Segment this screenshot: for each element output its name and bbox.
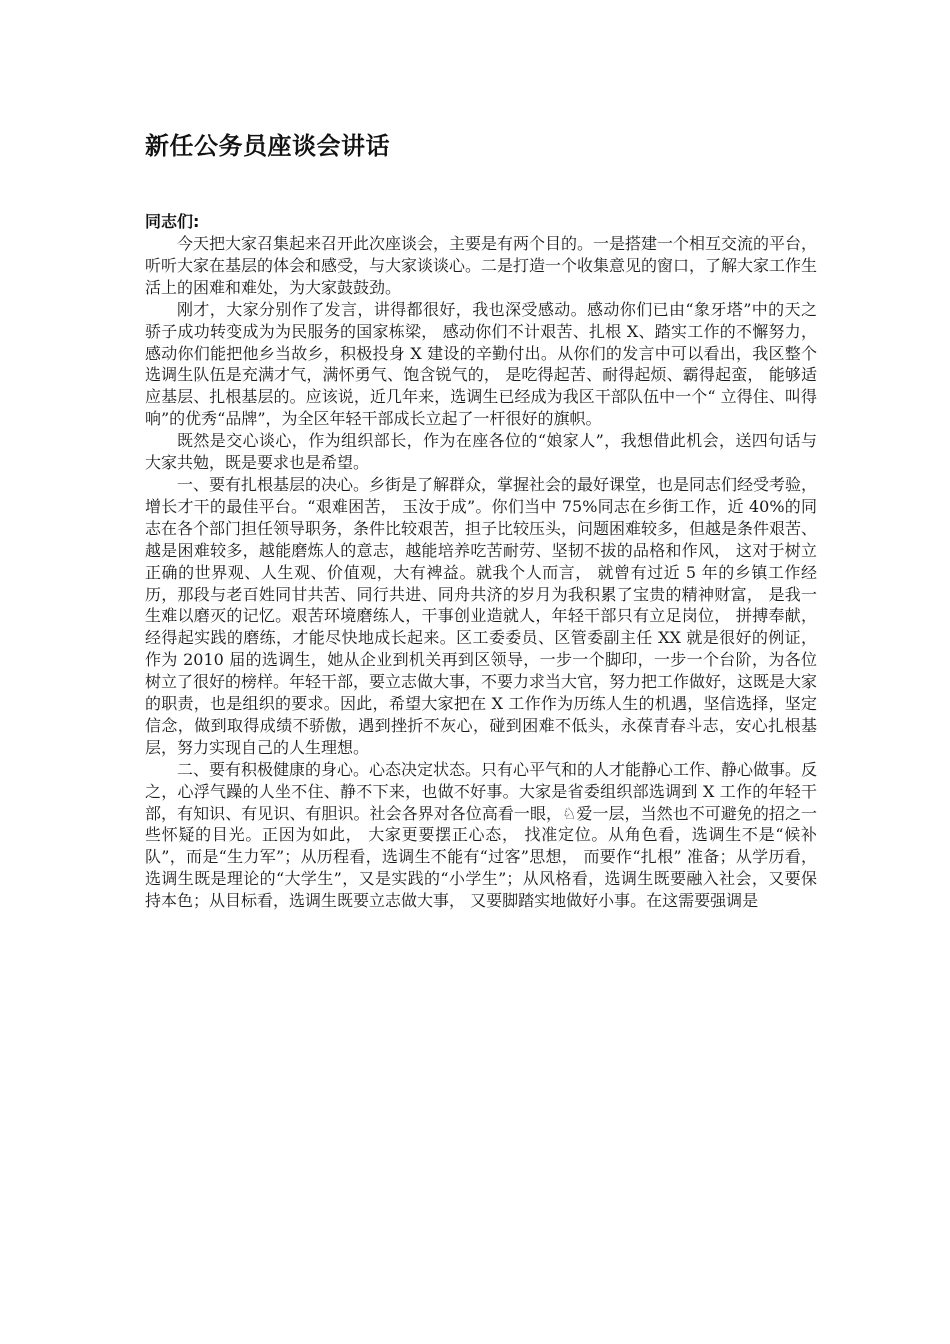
paragraph-impressions: 刚才，大家分别作了发言，讲得都很好，我也深受感动。感动你们已由“象牙塔”中的天之骄子成功转变成为为民服务的国家栋梁， 感动你们不计艰苦、扎根 X、踏实工作的不懈努力，感动你们能把他乡当故乡，积极投身 X 建设的辛勤付出。从你们的发言中可以看出，我区整个选调生队伍是充满才气，满怀勇气、饱含锐气的， 是吃得起苦、耐得起烦、霸得起蛮， 能够适应基层、扎根基层的。应该说，近几年来，选调生已经成为我区干部队伍中一个“ 立得住、叫得响”的优秀“品牌”，为全区年轻干部成长立起了一杆很好的旗帜。 <box>145 299 817 429</box>
document-title: 新任公务员座谈会讲话 <box>145 132 390 160</box>
salutation: 同志们: <box>145 212 200 231</box>
paragraph-point-two: 二、要有积极健康的身心。心态决定状态。只有心平气和的人才能静心工作、静心做事。反之，心浮气躁的人坐不住、静不下来，也做不好事。大家是省委组织部选调到 X 工作的年轻干部，有知识、有见识、有胆识。社会各界对各位高看一眼，♘爱一层，当然也不可避免的招之一些怀疑的目光。正因为如此， 大家更要摆正心态， 找准定位。从角色看，选调生不是“候补队”，而是“生力军”；从历程看，选调生不能有“过客”思想， 而要作“扎根” 准备；从学历看，选调生既是理论的“大学生”，又是实践的“小学生”；从风格看，选调生既要融入社会，又要保持本色；从目标看，选调生既要立志做大事， 又要脚踏实地做好小事。在这需要强调是 <box>145 759 818 911</box>
paragraph-point-one: 一、要有扎根基层的决心。乡街是了解群众，掌握社会的最好课堂，也是同志们经受考验， 增长才干的最佳平台。“艰难困苦， 玉汝于成”。你们当中 75%同志在乡街工作，近 40%的同志在各个部门担任领导职务，条件比较艰苦，担子比较压头，问题困难较多，但越是条件艰苦、越是困难较多，越能磨炼人的意志，越能培养吃苦耐劳、坚韧不拔的品格和作风， 这对于树立正确的世界观、人生观、价值观，大有裨益。就我个人而言， 就曾有过近 5 年的乡镇工作经历，那段与老百姓同甘共苦、同行共进、同舟共济的岁月为我积累了宝贵的精神财富， 是我一生难以磨灭的记忆。艰苦环境磨练人，干事创业造就人，年轻干部只有立足岗位， 拼搏奉献，经得起实践的磨练，才能尽快地成长起来。区工委委员、区管委副主任 XX 就是很好的例证，作为 2010 届的选调生，她从企业到机关再到区领导，一步一个脚印，一步一个台阶，为各位树立了很好的榜样。年轻干部，要立志做大事，不要力求当大官，努力把工作做好，这既是大家的职责，也是组织的要求。因此，希望大家把在 X 工作作为历练人生的机遇，坚信选择，坚定信念，做到取得成绩不骄傲，遇到挫折不灰心，碰到困难不低头，永葆青春斗志，安心扎根基层，努力实现自己的人生理想。 <box>145 474 818 757</box>
paragraph-transition: 既然是交心谈心，作为组织部长，作为在座各位的“娘家人”，我想借此机会，送四句话与大家共勉，既是要求也是希望。 <box>145 431 817 473</box>
document-body <box>145 233 817 912</box>
paragraph-intro: 今天把大家召集起来召开此次座谈会，主要是有两个目的。一是搭建一个相互交流的平台， 听听大家在基层的体会和感受，与大家谈谈心。二是打造一个收集意见的窗口，了解大家工作生活上的困难和难处，为大家鼓鼓劲。 <box>145 234 818 297</box>
